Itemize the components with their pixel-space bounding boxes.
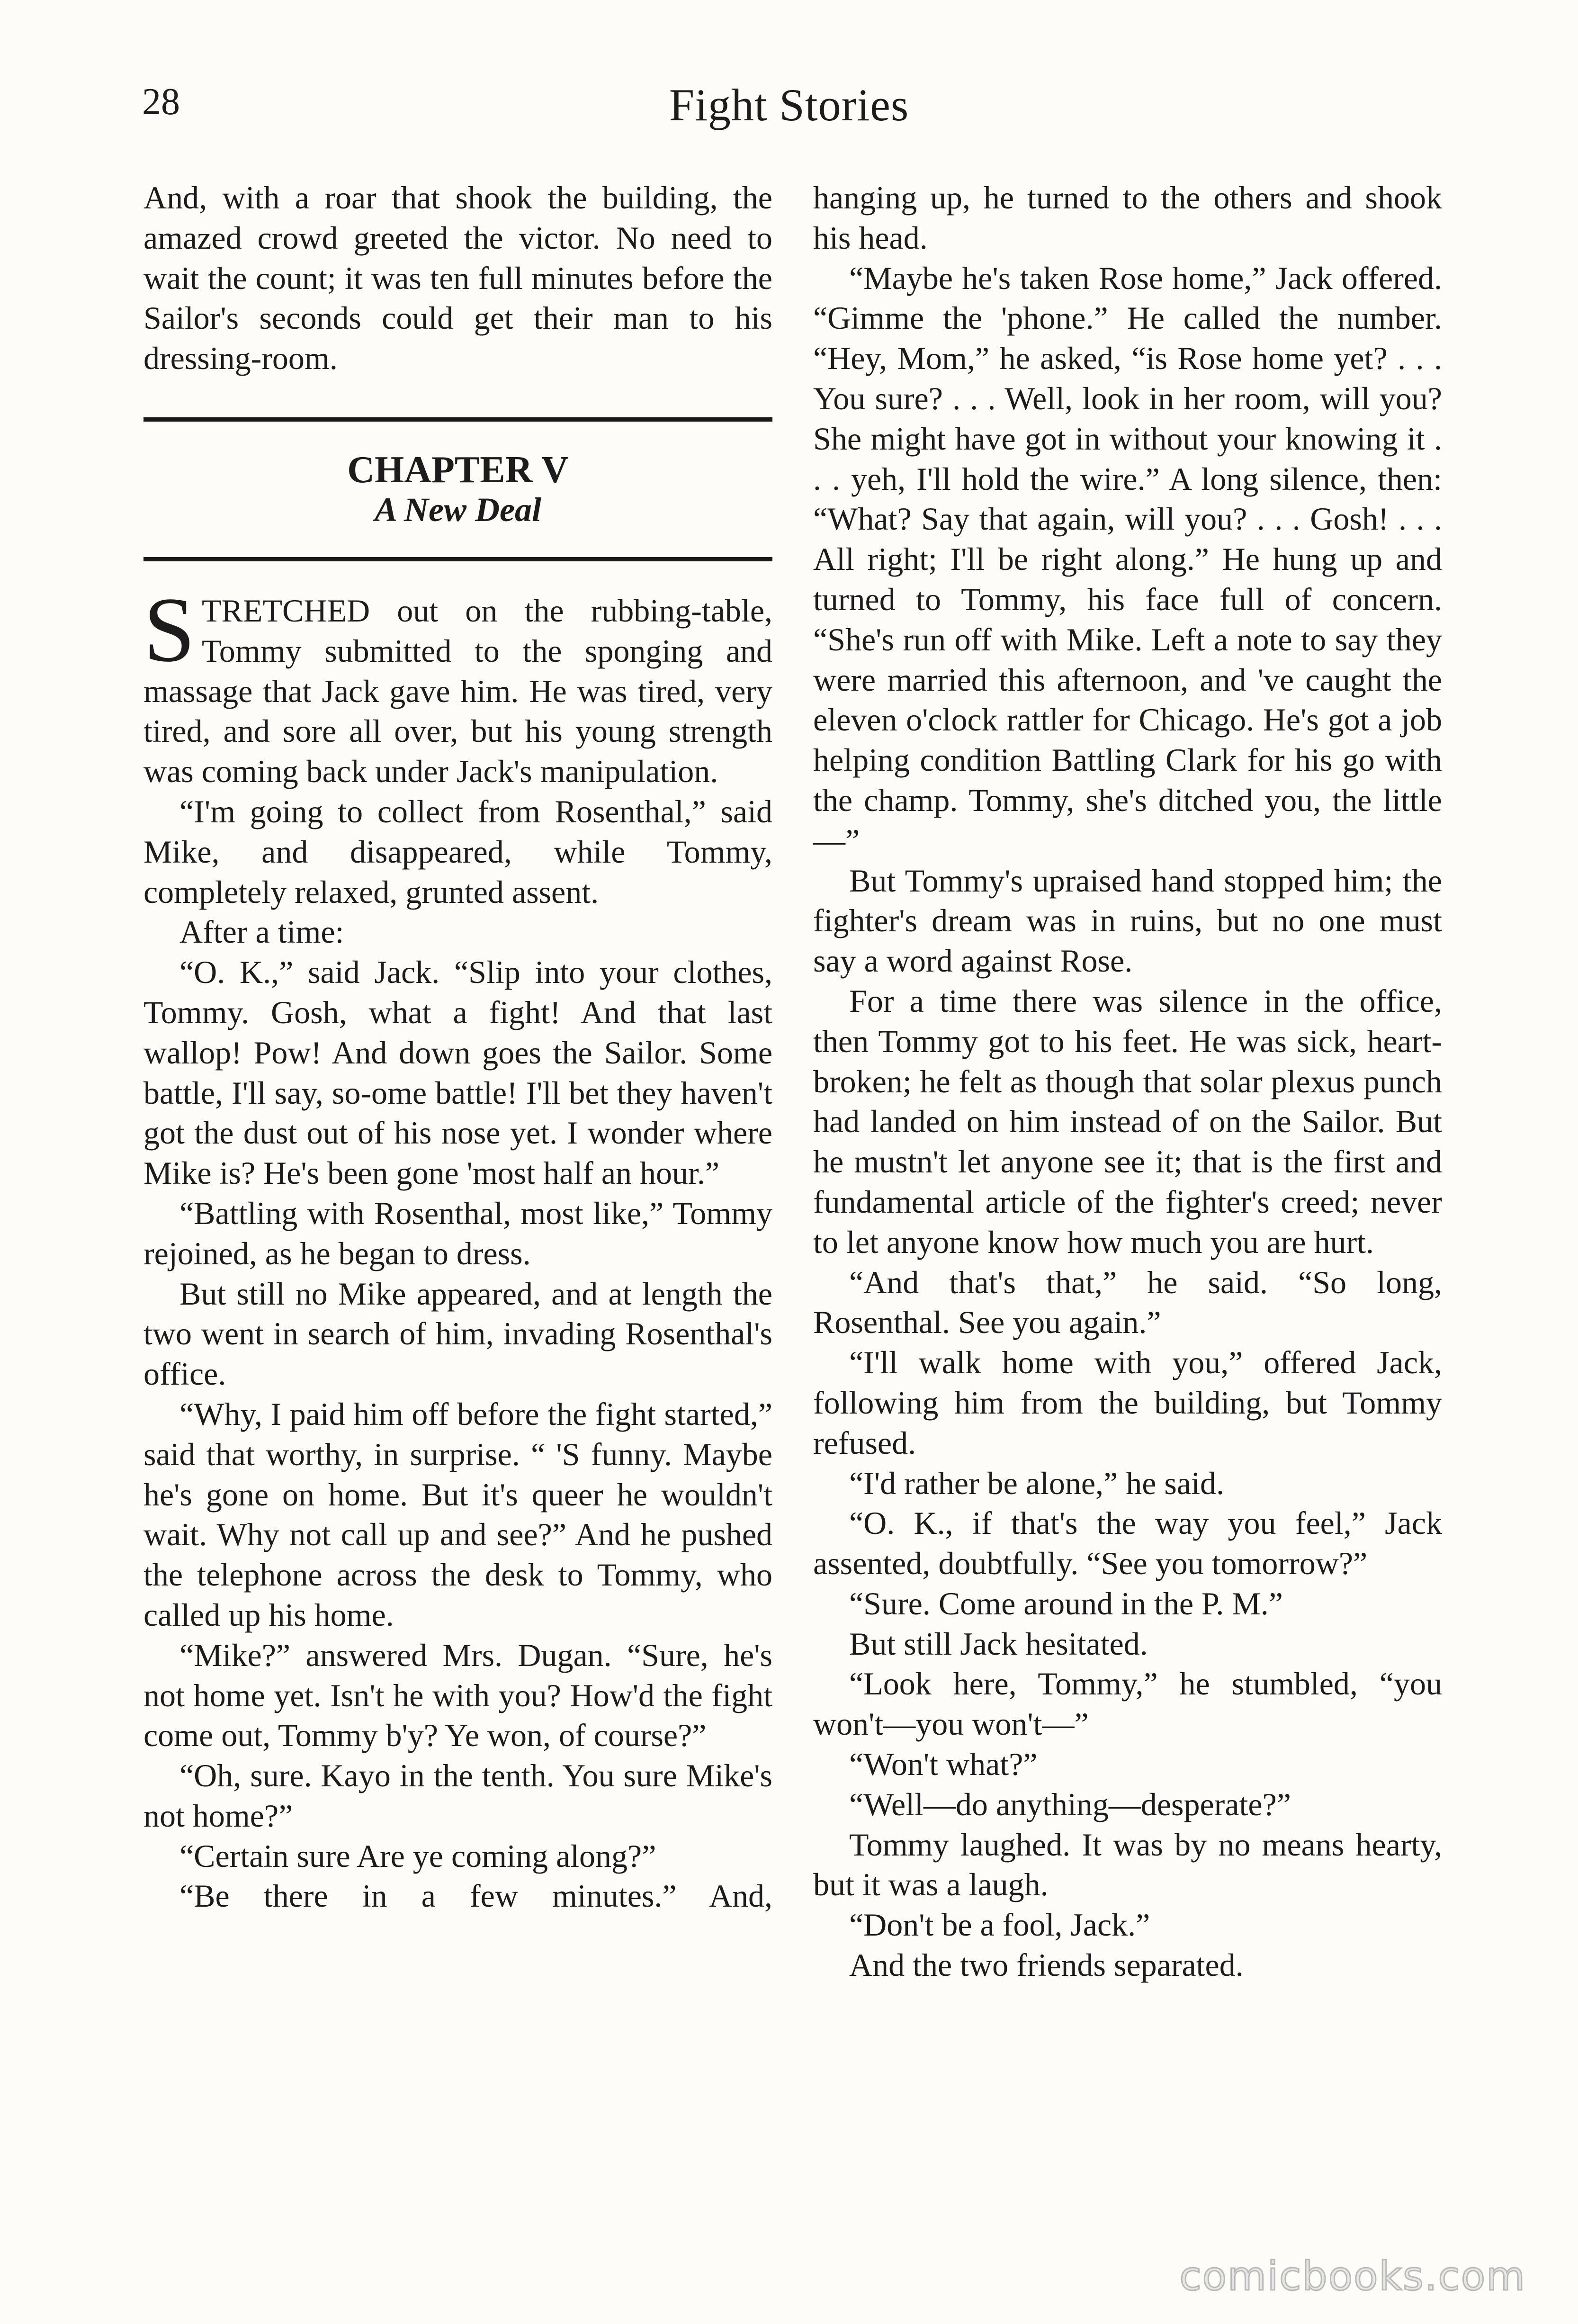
paragraph: “Look here, Tommy,” he stumbled, “you won't—you won't—” bbox=[813, 1666, 1442, 1742]
paragraph: “Maybe he's taken Rose home,” Jack offered. “Gimme the 'phone.” He called the number. “Hey, Mom,” he asked, “is Rose home yet? . . . You sure? . . . Well, look in her room, will you? She might have got in without your knowing it . . . yeh, I'll hold the wire.” A long silence, then: “What? Say that again, will you? . . . Gosh! . . . All right; I'll be right along.” He hung up and turned to Tommy, his face full of concern. “She's run off with Mike. Left a note to say they were married this afternoon, and 've caught the eleven o'clock rattler for Chicago. He's got a job helping condition Battling Clark for his go with the champ. Tommy, she's ditched you, the little—” bbox=[813, 260, 1442, 858]
chapter-rule-bottom bbox=[143, 557, 772, 561]
chapter-rule-top bbox=[143, 417, 772, 422]
paragraph: “Why, I paid him off before the fight started,” said that worthy, in surprise. “ 'S funny. Maybe he's gone on home. But it's queer he wouldn't wait. Why not call up and see?” And he pushed the telephone across the desk to Tommy, who called up his home. bbox=[143, 1396, 772, 1633]
paragraph: “Be there in a few minutes.” And, bbox=[179, 1878, 772, 1914]
paragraph: And the two friends separated. bbox=[849, 1947, 1244, 1983]
paragraph: “O. K., if that's the way you feel,” Jack assented, doubtfully. “See you tomorrow?” bbox=[813, 1505, 1442, 1582]
paragraph: hanging up, he turned to the others and shook his head. bbox=[813, 180, 1442, 256]
paragraph: But Tommy's upraised hand stopped him; the fighter's dream was in ruins, but no one must say a word against Rose. bbox=[813, 862, 1442, 979]
paragraph: “Battling with Rosenthal, most like,” Tommy rejoined, as he began to dress. bbox=[143, 1195, 772, 1271]
chapter-title: CHAPTER V bbox=[347, 449, 569, 491]
left-column bbox=[143, 178, 772, 1956]
paragraph: “O. K.,” said Jack. “Slip into your clothes, Tommy. Gosh, what a fight! And that last wallop! Pow! And down goes the Sailor. Some battle, I'll say, so-ome battle! I'll bet they haven't got the dust out of his nose yet. I wonder where Mike is? He's been gone 'most half an hour.” bbox=[143, 954, 772, 1191]
paragraph: But still Jack hesitated. bbox=[849, 1625, 1148, 1662]
paragraph: “Certain sure Are ye coming along?” bbox=[179, 1838, 656, 1874]
intro-paragraph: And, with a roar that shook the building, the amazed crowd greeted the victor. No need to wait the count; it was ten full minutes before the Sailor's seconds could get their man to his dressing-room. bbox=[143, 180, 772, 377]
paragraph: “Won't what?” bbox=[849, 1746, 1038, 1783]
paragraph: Tommy laughed. It was by no means hearty, but it was a laugh. bbox=[813, 1826, 1442, 1903]
running-title: Fight Stories bbox=[669, 80, 909, 130]
paragraph: “Well—do anything—desperate?” bbox=[849, 1786, 1291, 1822]
paragraph: For a time there was silence in the office, then Tommy got to his feet. He was sick, heart-broken; he felt as though that solar plexus punch had landed on him instead of on the Sailor. But he mustn't let anyone see it; that is the first and fundamental article of the fighter's creed; never to let anyone know how much you are hurt. bbox=[813, 982, 1442, 1260]
paragraph: But still no Mike appeared, and at length the two went in search of him, invading Rosenthal's office. bbox=[143, 1275, 772, 1392]
paragraph: “Sure. Come around in the P. M.” bbox=[849, 1585, 1283, 1621]
chapter-subtitle: A New Deal bbox=[375, 490, 541, 529]
paragraph: “Don't be a fool, Jack.” bbox=[849, 1907, 1150, 1943]
page-number: 28 bbox=[142, 81, 180, 123]
paragraph: “Mike?” answered Mrs. Dugan. “Sure, he's not home yet. Isn't he with you? How'd the fight come out, Tommy b'y? Ye won, of course?” bbox=[143, 1637, 772, 1754]
paragraph: “I'd rather be alone,” he said. bbox=[849, 1465, 1224, 1501]
watermark: comicbooks.com bbox=[1179, 2253, 1526, 2299]
first-paragraph bbox=[143, 578, 772, 792]
paragraph: “Oh, sure. Kayo in the tenth. You sure Mike's not home?” bbox=[143, 1757, 772, 1834]
drop-cap: S bbox=[143, 578, 196, 681]
paragraph: After a time: bbox=[179, 914, 344, 950]
paragraph: “I'm going to collect from Rosenthal,” said Mike, and disappeared, while Tommy, completely relaxed, grunted assent. bbox=[143, 793, 772, 910]
paragraph: “And that's that,” he said. “So long, Rosenthal. See you again.” bbox=[813, 1264, 1442, 1341]
paragraph: “I'll walk home with you,” offered Jack, following him from the building, but Tommy refused. bbox=[813, 1344, 1442, 1461]
first-paragraph-text: TRETCHED out on the rubbing-table, Tommy submitted to the sponging and massage that Jack gave him. He was tired, very tired, and sore all over, but his young strength was coming back under Jack's manipulation. bbox=[143, 592, 772, 790]
right-column bbox=[813, 178, 1442, 1985]
